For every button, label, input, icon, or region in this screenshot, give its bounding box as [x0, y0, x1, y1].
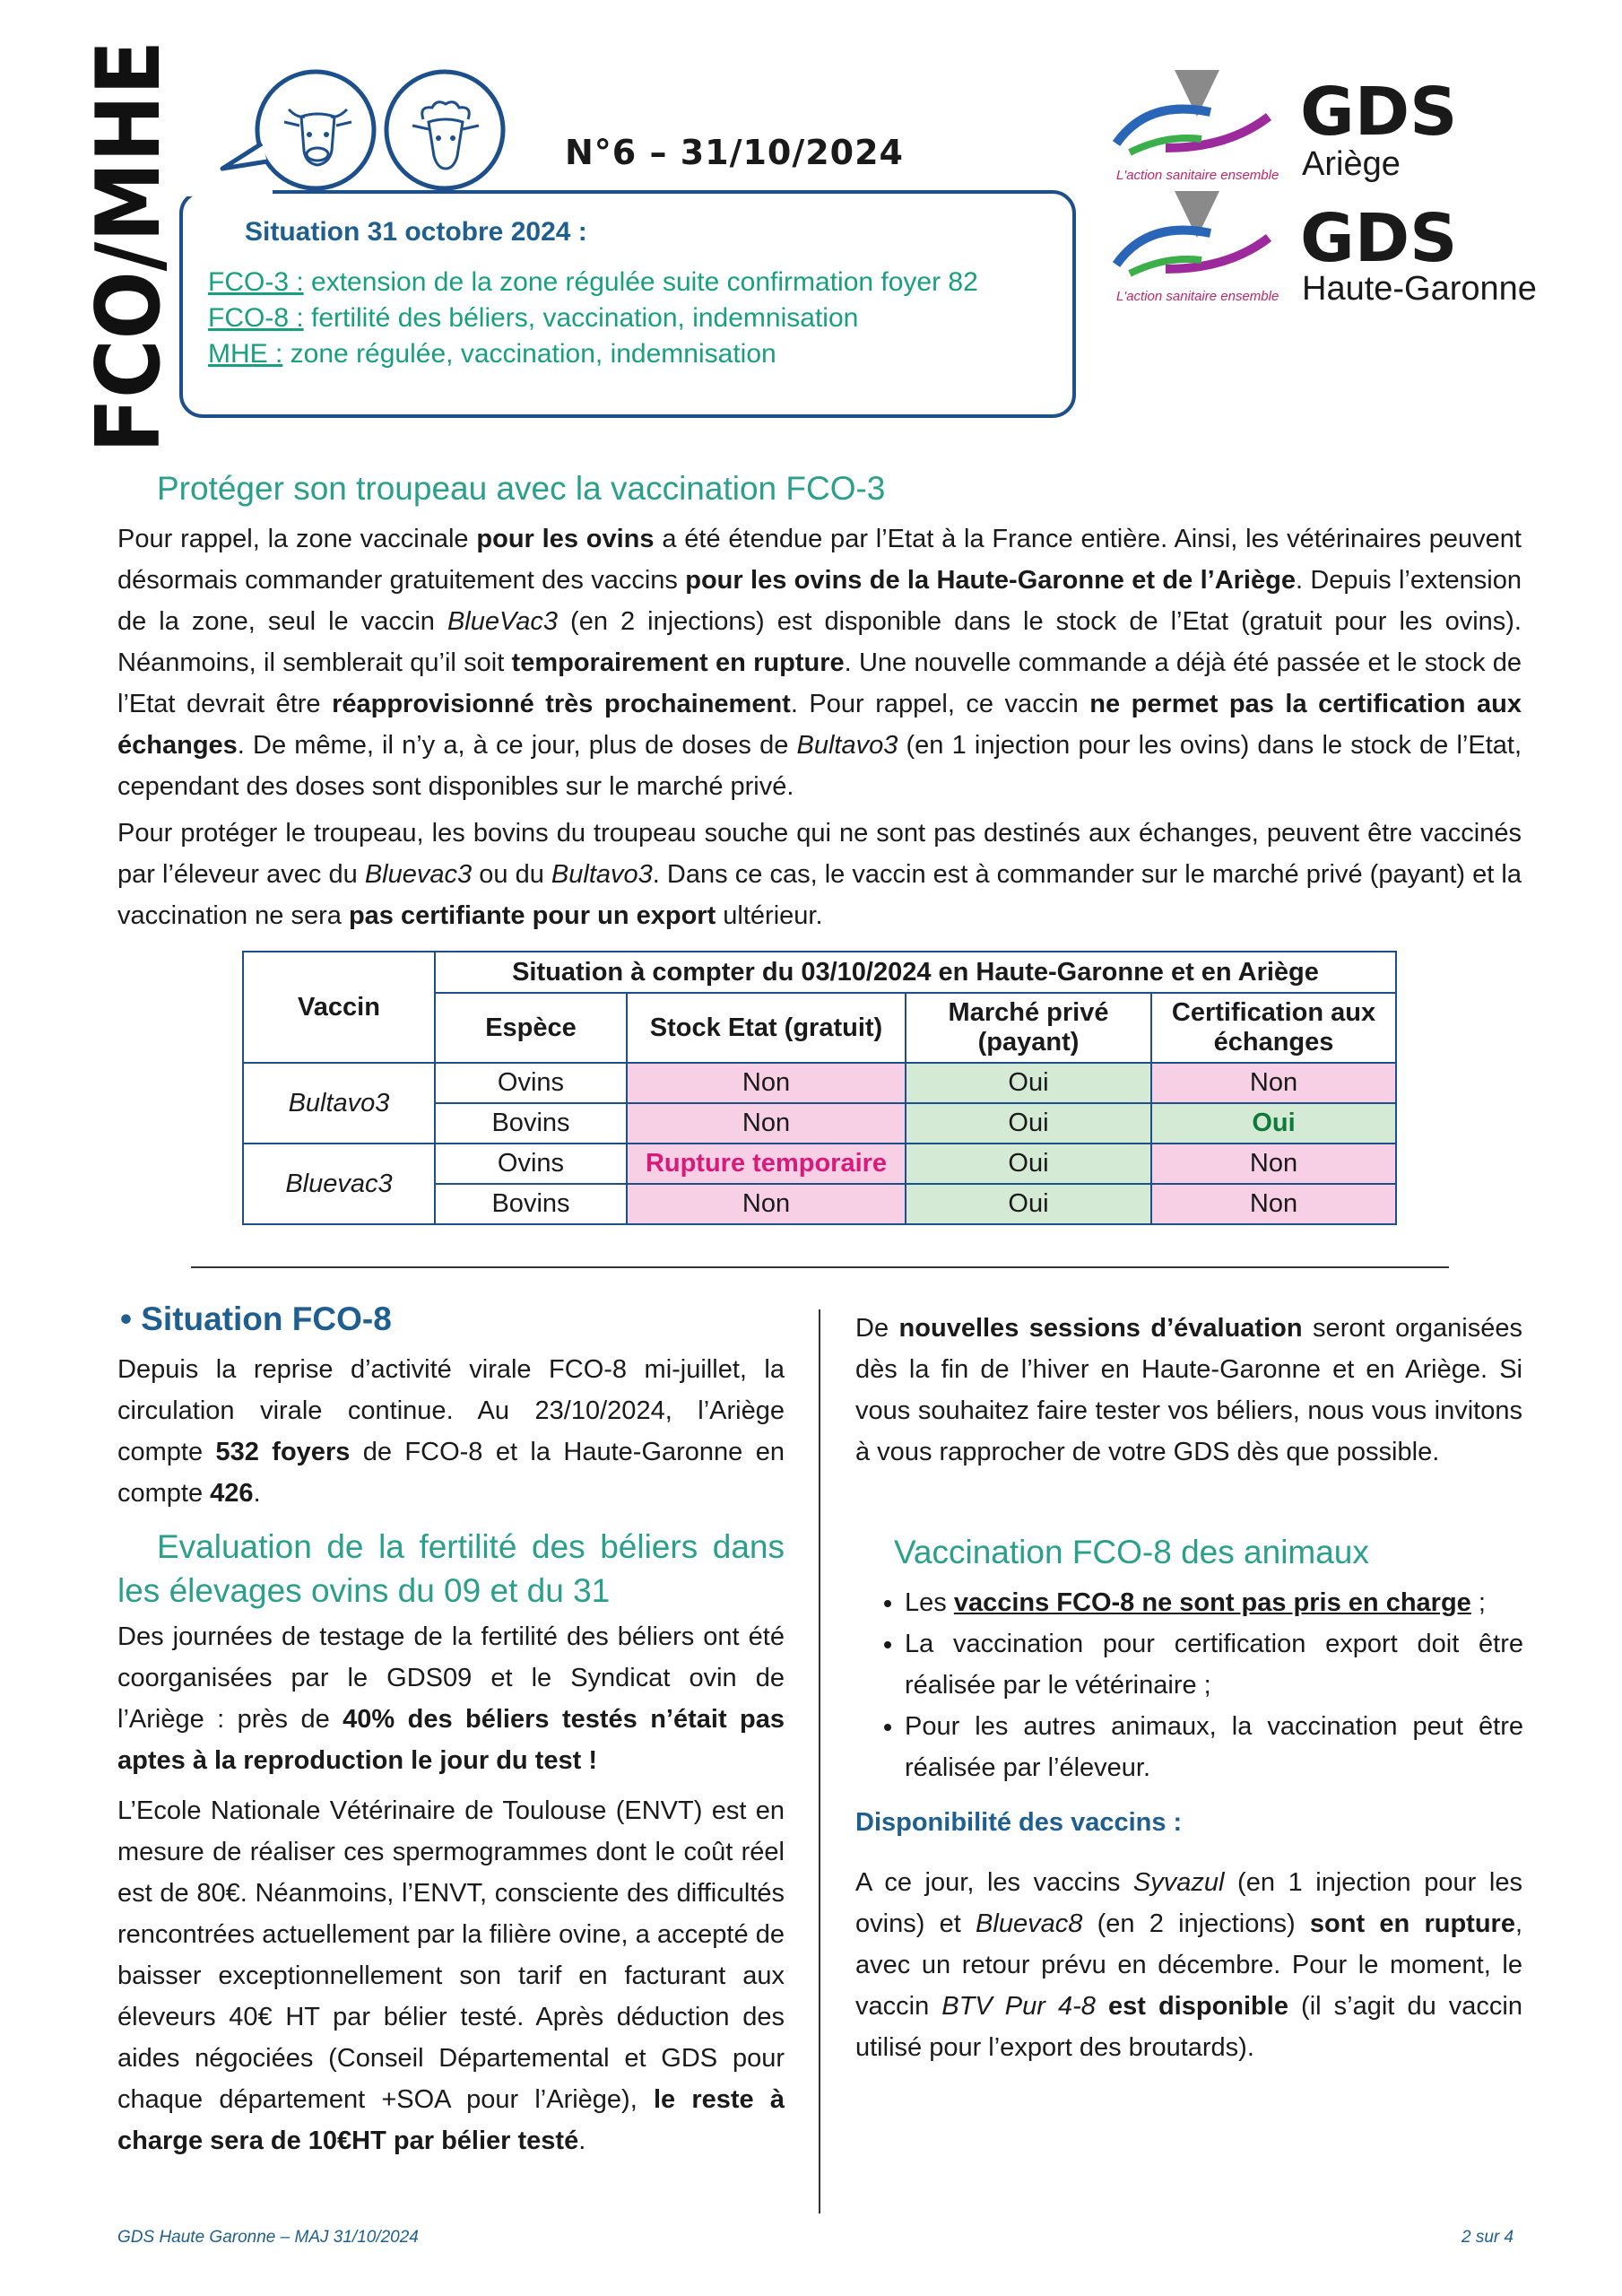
footer-page: 2 sur 4 — [1462, 2228, 1514, 2247]
situation-fco8-title: • Situation FCO-8 — [120, 1300, 392, 1337]
section-fco3-p2: Pour protéger le troupeau, les bovins du troupeau souche qui ne sont pas destinés aux échanges, peuvent être vaccinés par l’éleveur avec du Bluevac3 ou du Bultavo3. Dans ce cas, le vaccin est à commander sur le marché privé (payant) et la vaccination ne sera pas certifiante pour un export ultérieur. — [117, 819, 1522, 930]
logo-hg-sub: Haute-Garonne — [1302, 270, 1537, 308]
gds-ariege-logo — [1112, 63, 1578, 188]
situation-line-mhe: MHE : zone régulée, vaccination, indemnisation — [208, 339, 776, 369]
vaccination-fco8-title: Vaccination FCO-8 des animaux — [894, 1534, 1369, 1570]
list-item: • Les vaccins FCO-8 ne sont pas pris en charge ; — [905, 1582, 1523, 1623]
disponibilite-p: A ce jour, les vaccins Syvazul (en 1 injection pour les ovins) et Bluevac8 (en 2 injections) sont en rupture, avec un retour prévu en décembre. Pour le moment, le vaccin BTV Pur 4-8 est disponible (il s’agit du vaccin utilisé pour l’export des broutards). — [855, 1868, 1523, 2062]
table-col-cert: Certification aux échanges — [1151, 993, 1396, 1063]
table-cell-cert: Non — [1151, 1184, 1396, 1224]
table-col-marche: Marché privé (payant) — [906, 993, 1151, 1063]
situation-line-fco8: FCO-8 : fertilité des béliers, vaccination, indemnisation — [208, 303, 859, 333]
table-cell-cert: Non — [1151, 1144, 1396, 1184]
table-cell-espece: Ovins — [435, 1063, 627, 1103]
vertical-title — [78, 0, 180, 457]
evaluation-p1: Des journées de testage de la fertilité des béliers ont été coorganisées par le GDS09 et le Syndicat ovin de l’Ariège : près de 40% des béliers testés n’était pas aptes à la reproduction le jour du test ! — [117, 1622, 785, 1775]
table-cell-stock: Non — [627, 1063, 906, 1103]
logo-hg-name: GDS — [1300, 200, 1458, 277]
logo-ariege-name: GDS — [1300, 74, 1458, 151]
table-cell-espece: Bovins — [435, 1103, 627, 1144]
table-cell-cert: Oui — [1151, 1103, 1396, 1144]
logo-ariege-tagline: L'action sanitaire ensemble — [1116, 168, 1279, 183]
table-cell-marche: Oui — [906, 1063, 1151, 1103]
sessions-p: De nouvelles sessions d’évaluation seront organisées dès la fin de l’hiver en Haute-Garonne et en Ariège. Si vous souhaitez faire tester vos béliers, nous vous invitons à vous rapprocher de votre GDS dès que possible. — [855, 1314, 1522, 1466]
table-cell-espece: Bovins — [435, 1184, 627, 1224]
table-cell-stock: Rupture temporaire — [627, 1144, 906, 1184]
vaccine-table — [242, 951, 1397, 1225]
logo-ariege-sub: Ariège — [1302, 145, 1401, 183]
evaluation-title: Evaluation de la fertilité des béliers dans les élevages ovins du 09 et du 31 — [117, 1528, 785, 1609]
gds-haute-garonne-logo — [1112, 184, 1578, 309]
divider-horizontal — [191, 1266, 1449, 1268]
table-col-espece: Espèce — [435, 993, 627, 1063]
situation-line-fco3: FCO-3 : extension de la zone régulée suite confirmation foyer 82 — [208, 267, 978, 297]
bubble-cover — [176, 184, 273, 196]
list-item: • La vaccination pour certification export doit être réalisée par le vétérinaire ; — [905, 1623, 1523, 1706]
table-col-stock: Stock Etat (gratuit) — [627, 993, 906, 1063]
table-cell-stock: Non — [627, 1184, 906, 1224]
vaccination-list — [855, 1582, 1523, 1788]
situation-fco8-p1: Depuis la reprise d’activité virale FCO-8 mi-juillet, la circulation virale continue. Au 23/10/2024, l’Ariège compte 532 foyers de FCO-8 et la Haute-Garonne en compte 426. — [117, 1355, 785, 1508]
table-cell-marche: Oui — [906, 1144, 1151, 1184]
logo-hg-tagline: L'action sanitaire ensemble — [1116, 289, 1279, 304]
vertical-title-text: FCO/MHE — [78, 0, 180, 453]
disponibilite-title: Disponibilité des vaccins : — [855, 1808, 1183, 1837]
table-cell-espece: Ovins — [435, 1144, 627, 1184]
footer-left: GDS Haute Garonne – MAJ 31/10/2024 — [117, 2228, 419, 2247]
table-cell-stock: Non — [627, 1103, 906, 1144]
table-row — [243, 1144, 1396, 1184]
cow-icon — [280, 99, 356, 175]
table-cell-marche: Oui — [906, 1103, 1151, 1144]
table-cell-vaccin: Bultavo3 — [243, 1063, 435, 1144]
table-cell-cert: Non — [1151, 1063, 1396, 1103]
evaluation-p2: L’Ecole Nationale Vétérinaire de Toulouse (ENVT) est en mesure de réaliser ces spermogrammes dont le coût réel est de 80€. Néanmoins, l’ENVT, consciente des difficultés rencontrées actuellement par la filière ovine, a accepté de baisser exceptionnellement son tarif en facturant aux éleveurs 40€ HT par bélier testé. Après déduction des aides négociées (Conseil Départemental et GDS pour chaque département +SOA pour l’Ariège), le reste à charge sera de 10€HT par bélier testé. — [117, 1796, 785, 2155]
table-cell-marche: Oui — [906, 1184, 1151, 1224]
table-row — [243, 1063, 1396, 1103]
table-head-situation: Situation à compter du 03/10/2024 en Haute-Garonne et en Ariège — [435, 952, 1396, 993]
section-fco3-p1: Pour rappel, la zone vaccinale pour les ovins a été étendue par l’Etat à la France entière. Ainsi, les vétérinaires peuvent désormais commander gratuitement des vaccins pour les ovins de la Haute-Garonne et de l’Ariège. Depuis l’extension de la zone, seul le vaccin BlueVac3 (en 2 injections) est disponible dans le stock de l’Etat (gratuit pour les ovins). Néanmoins, il semblerait qu’il soit temporairement en rupture. Une nouvelle commande a déjà été passée et le stock de l’Etat devrait être réapprovisionné très prochainement. Pour rappel, ce vaccin ne permet pas la certification aux échanges. De même, il n’y a, à ce jour, plus de doses de Bultavo3 (en 1 injection pour les ovins) dans le stock de l’Etat, cependant des doses sont disponibles sur le marché privé. — [117, 525, 1522, 801]
sheep-icon — [405, 97, 486, 178]
situation-title: Situation 31 octobre 2024 : — [245, 217, 587, 247]
table-cell-vaccin: Bluevac3 — [243, 1144, 435, 1224]
list-item: • Pour les autres animaux, la vaccination peut être réalisée par l’éleveur. — [905, 1706, 1523, 1788]
divider-vertical — [819, 1309, 820, 2213]
section-fco3-title: Protéger son troupeau avec la vaccination FCO-3 — [157, 470, 886, 507]
issue-number: N°6 – 31/10/2024 — [565, 133, 904, 172]
table-head-vaccin: Vaccin — [243, 952, 435, 1063]
